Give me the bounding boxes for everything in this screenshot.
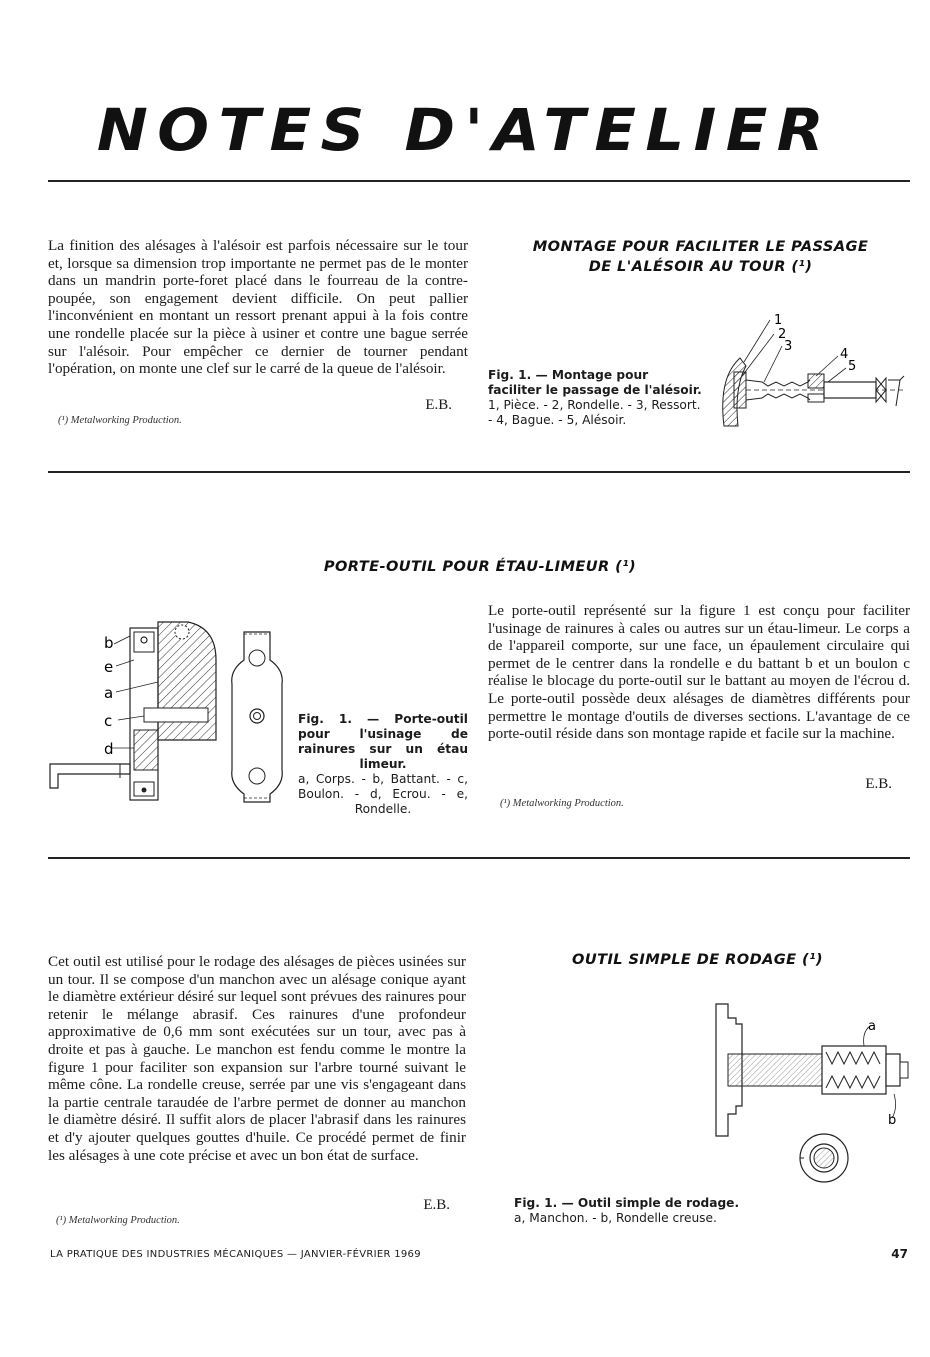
sleeve-shape [822, 1046, 886, 1094]
article1-body: La finition des alésages à l'alésoir est parfois nécessaire sur le tour et, lorsque sa dimension trop importante ne permet pas de le monter dans un mandrin porte-foret placé dans le fourreau de la contre-poupée, son engagement devient difficile. On peut pallier l'inconvénient en montant un ressort prenant appui à la fois contre une rondelle placée sur la pièce à usiner et contre une bague serrée sur l'alésoir. Pour empêcher ce dernier de tourner pendant l'opération, on monte une clef sur le carré de la queue de l'alésoir. [48, 237, 468, 378]
divider [48, 471, 910, 473]
figure1-label-1: 1 [774, 313, 783, 328]
article3-footnote: (¹) Metalworking Production. [56, 1215, 180, 1226]
article2-caption-title: Fig. 1. — Porte-outil pour l'usinage de rainures sur un étau limeur. [298, 712, 468, 771]
article1-caption-title: Fig. 1. — Montage pour faciliter le passage de l'alésoir. [488, 368, 702, 397]
article3-caption-legend: a, Manchon. - b, Rondelle creuse. [514, 1211, 717, 1225]
reamer-shape [824, 382, 876, 398]
article1-caption [488, 368, 702, 428]
spring-shape [746, 380, 810, 386]
footer-publication: LA PRATIQUE DES INDUSTRIES MÉCANIQUES — JANVIER-FÉVRIER 1969 [50, 1249, 421, 1260]
washer-shape [734, 372, 746, 408]
figure2-label-a: a [104, 684, 114, 702]
article1-footnote: (¹) Metalworking Production. [58, 415, 182, 426]
article2-caption [298, 712, 468, 817]
figure3-label-b: b [888, 1113, 897, 1128]
article2-body: Le porte-outil représenté sur la figure 1 est conçu pour faciliter l'usinage de rainures à cales ou autres sur un étau-limeur. Le corps a de l'appareil comporte, sur une face, un épaulement circulaire qui permet de le centrer dans la rondelle e du battant b et un boulon c réalise le blocage du porte-outil sur le battant au moyen de l'écrou d. Le porte-outil possède deux alésages de diamètres différents pour permettre le montage d'outils de diverses sections. L'avantage de ce porte-outil réside dans son montage rapide et facile sur la machine. [488, 602, 910, 743]
article3-figure [712, 996, 912, 1186]
figure2-label-b: b [104, 634, 114, 652]
figure2-label-e: e [104, 658, 114, 676]
article1-signature: E.B. [425, 397, 452, 413]
article2-heading: PORTE-OUTIL POUR ÉTAU-LIMEUR (¹) [323, 558, 637, 575]
article2-figure [48, 610, 288, 810]
article2-footnote: (¹) Metalworking Production. [500, 798, 624, 809]
divider [48, 180, 910, 182]
ring-shape [808, 374, 824, 388]
article3-caption-title: Fig. 1. — Outil simple de rodage. [514, 1196, 740, 1210]
article3-signature: E.B. [423, 1197, 450, 1213]
article1-heading: MONTAGE POUR FACILITER LE PASSAGE DE L'ALÉSOIR AU TOUR (¹) [532, 238, 869, 275]
page-title: NOTES D'ATELIER [96, 96, 834, 164]
article2-signature: E.B. [865, 776, 892, 792]
article3-caption [514, 1196, 744, 1226]
tool-holder-front-view [232, 632, 283, 802]
divider [48, 857, 910, 859]
page-number: 47 [891, 1247, 908, 1261]
figure1-label-2: 2 [778, 327, 787, 342]
nut-shape [134, 730, 158, 770]
figure2-label-d: d [104, 740, 114, 758]
article1-figure [704, 308, 910, 434]
figure3-label-a: a [868, 1019, 876, 1034]
article3-heading: OUTIL SIMPLE DE RODAGE (¹) [572, 951, 823, 968]
article1-caption-legend: 1, Pièce. - 2, Rondelle. - 3, Ressort. - 4, Bague. - 5, Alésoir. [488, 398, 701, 427]
washer-shape [886, 1054, 900, 1086]
bolt-shape [144, 708, 208, 722]
figure1-label-4: 4 [840, 347, 849, 362]
article2-caption-legend: a, Corps. - b, Battant. - c, Boulon. - d, Ecrou. - e, Rondelle. [298, 772, 468, 816]
article3-body: Cet outil est utilisé pour le rodage des alésages de pièces usinées sur un tour. Il se compose d'un manchon avec un alésage conique ayant le diamètre extérieur désiré sur lequel sont prévues des rainures pour retenir le mélange abrasif. Ces rainures d'une profondeur approximative de 0,6 mm sont exécutées sur un tour, avec pas à droite et pas à gauche. Le manchon est fendu comme le montre la figure 1 pour faciliter son expansion sur l'arbre tourné suivant le même cône. La rondelle creuse, serrée par une vis s'engageant dans la partie centrale taraudée de l'arbre permet de donner au manchon le diamètre désiré. Il suffit alors de placer l'abrasif dans les rainures et d'y ajouter quelques gouttes d'huile. Ce procédé permet de finir les alésages à une cote précise et avec un bon état de surface. [48, 953, 466, 1164]
figure1-label-3: 3 [784, 339, 793, 354]
figure2-label-c: c [104, 712, 113, 730]
figure1-label-5: 5 [848, 359, 857, 374]
